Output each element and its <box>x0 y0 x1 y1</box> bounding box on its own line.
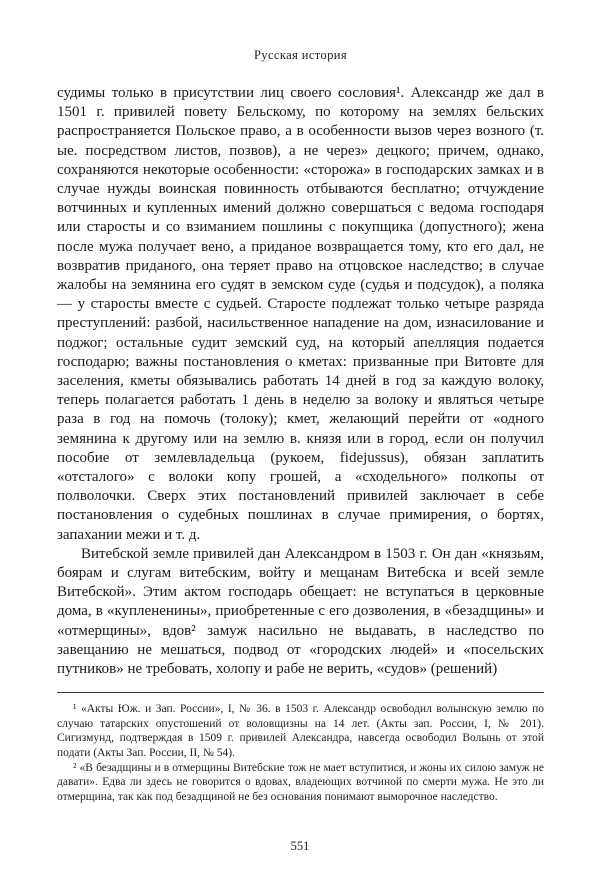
footnote-2: ² «В безадщины и в отмерщины Витебские тож не мает вступитися, и жоны их силою замуж не давати». Едва ли здесь не говорится о вдовах, владеющих вотчиной по смерти мужа. Не это ли отмерщина, так как под безадщиной не без основания понимают выморочное наследство. <box>57 761 544 803</box>
paragraph-continuation: судимы только в присутствии лиц своего сословия¹. Александр же дал в 1501 г. привилей повету Бельскому, по которому на землях бельских распространяется Польское право, а в особенности вызов через возного (т. ые. посредством листов, позвов), а не через» децкого; причем, однако, сохраняются некоторые особенности: «сторожа» в господарских замках и в случае нужды воинская повинность отбываются бесплатно; отчуждение вотчинных и купленных имений должно совершаться с ведома господаря или старосты и со взиманием пошлины с покупщика (допустного); жена после мужа получает вено, а приданое возвращается тому, кто его дал, не возвратив приданого, она теряет право на отцовское наследство; в случае жалобы на земянина его судят в земском суде (судья и подсудок), а поляка — у старосты вместе с судьей. Старосте подлежат только четыре разряда преступлений: разбой, насильственное нападение на дом, изнасилование и поджог; остальные судит земский суд, на который апелляция подается господарю; важны постановления о кметах: призванные при Витовте для заселения, кметы обязывались работать 14 дней в год за каждую волоку, теперь полагается работать 1 день в неделю за волоку и являться четыре раза в год на помочь (толоку); кмет, желающий перейти от «одного земянина к другому или на землю в. князя или в город, если он получил пособие от землевладельца (рукоем, fidejussus), обязан заплатить «отсталого» с волоки копу грошей, а «сходельного» полкопы от полволочки. Сверх этих постановлений привилей заключает в себе постановления о судебных пошлинах в случае примирения, о бортях, запахании межи и т. д. <box>57 85 544 543</box>
footnote-separator-rule <box>57 692 544 693</box>
body-text <box>57 84 544 679</box>
footnotes-block <box>57 702 544 804</box>
footnote-1: ¹ «Акты Юж. и Зап. России», I, № 36. в 1503 г. Александр освободил волынскую землю по случаю татарских опустошений от воловщизны на 14 лет. (Акты зап. России, I, № 201). Сигизмунд, подтверждая в 1509 г. привилей Александра, навсегда освободил Волынь от этой подати (Акты Зап. России, II, № 54). <box>57 703 544 760</box>
page-number: 551 <box>290 839 310 853</box>
running-header: Русская история <box>253 48 348 62</box>
paragraph: Витебской земле привилей дан Александром в 1503 г. Он дан «князьям, боярам и слугам витебским, войту и мещанам Витебска и всей земле Витебской». Этим актом господарь обещает: не вступаться в церковные дома, в «куплененины», приобретенные с его дозволения, в «безадщины» и «отмерщины», вдов² замуж насильно не выдавать, в наследство по завещанию не мешаться, подвод от «городских людей» и «посельских путников» не требовать, холопу и рабе не верить, «судов» (решений) <box>57 545 544 678</box>
